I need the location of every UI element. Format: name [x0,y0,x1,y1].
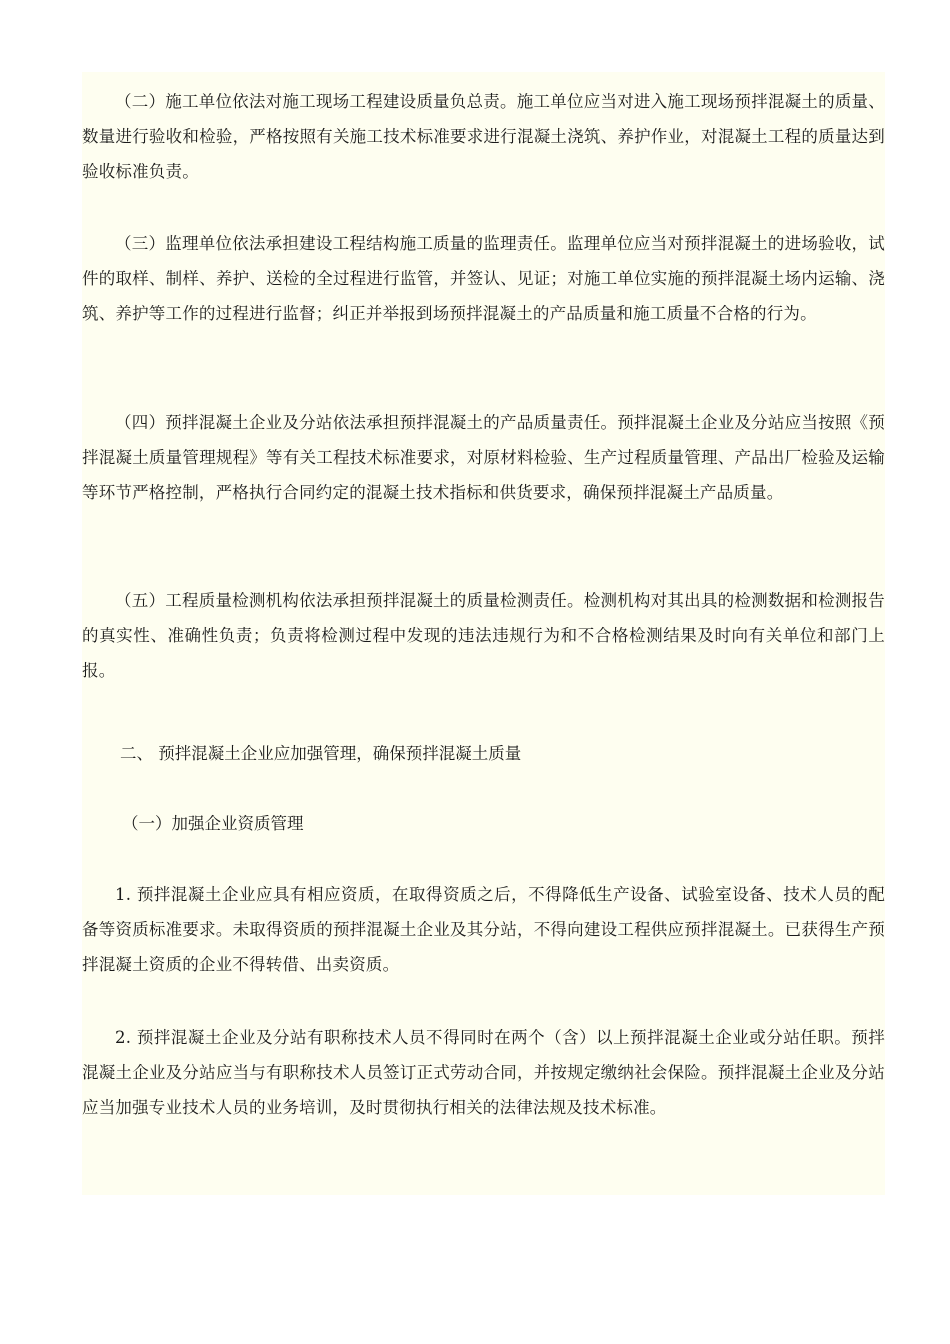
paragraph-concrete-enterprise: （四）预拌混凝土企业及分站依法承担预拌混凝土的产品质量责任。预拌混凝土企业及分站应当按照《预拌混凝土质量管理规程》等有关工程技术标准要求，对原材料检验、生产过程质量管理、产品出厂检验及运输等环节严格控制，严格执行合同约定的混凝土技术指标和供货要求，确保预拌混凝土产品质量。 [82,413,885,502]
paragraph-supervision-unit: （三）监理单位依法承担建设工程结构施工质量的监理责任。监理单位应当对预拌混凝土的进场验收，试件的取样、制样、养护、送检的全过程进行监管，并签认、见证；对施工单位实施的预拌混凝土场内运输、浇筑、养护等工作的过程进行监督；纠正并举报到场预拌混凝土的产品质量和施工质量不合格的行为。 [82,234,885,323]
document-page [82,72,885,1195]
paragraph-testing-agency: （五）工程质量检测机构依法承担预拌混凝土的质量检测责任。检测机构对其出具的检测数据和检测报告的真实性、准确性负责；负责将检测过程中发现的违法违规行为和不合格检测结果及时向有关单位和部门上报。 [82,591,885,680]
list-item-qualification: 1. 预拌混凝土企业应具有相应资质，在取得资质之后，不得降低生产设备、试验室设备、技术人员的配备等资质标准要求。未取得资质的预拌混凝土企业及其分站，不得向建设工程供应预拌混凝土。已获得生产预拌混凝土资质的企业不得转借、出卖资质。 [82,885,885,974]
section-heading: 二、 预拌混凝土企业应加强管理，确保预拌混凝土质量 [120,744,522,763]
list-item-technical-staff: 2. 预拌混凝土企业及分站有职称技术人员不得同时在两个（含）以上预拌混凝土企业或分站任职。预拌混凝土企业及分站应当与有职称技术人员签订正式劳动合同，并按规定缴纳社会保险。预拌混凝土企业及分站应当加强专业技术人员的业务培训，及时贯彻执行相关的法律法规及技术标准。 [82,1028,885,1117]
paragraph-construction-unit: （二）施工单位依法对施工现场工程建设质量负总责。施工单位应当对进入施工现场预拌混凝土的质量、数量进行验收和检验，严格按照有关施工技术标准要求进行混凝土浇筑、养护作业，对混凝土工程的质量达到验收标准负责。 [82,92,885,181]
sub-heading: （一）加强企业资质管理 [122,814,304,833]
